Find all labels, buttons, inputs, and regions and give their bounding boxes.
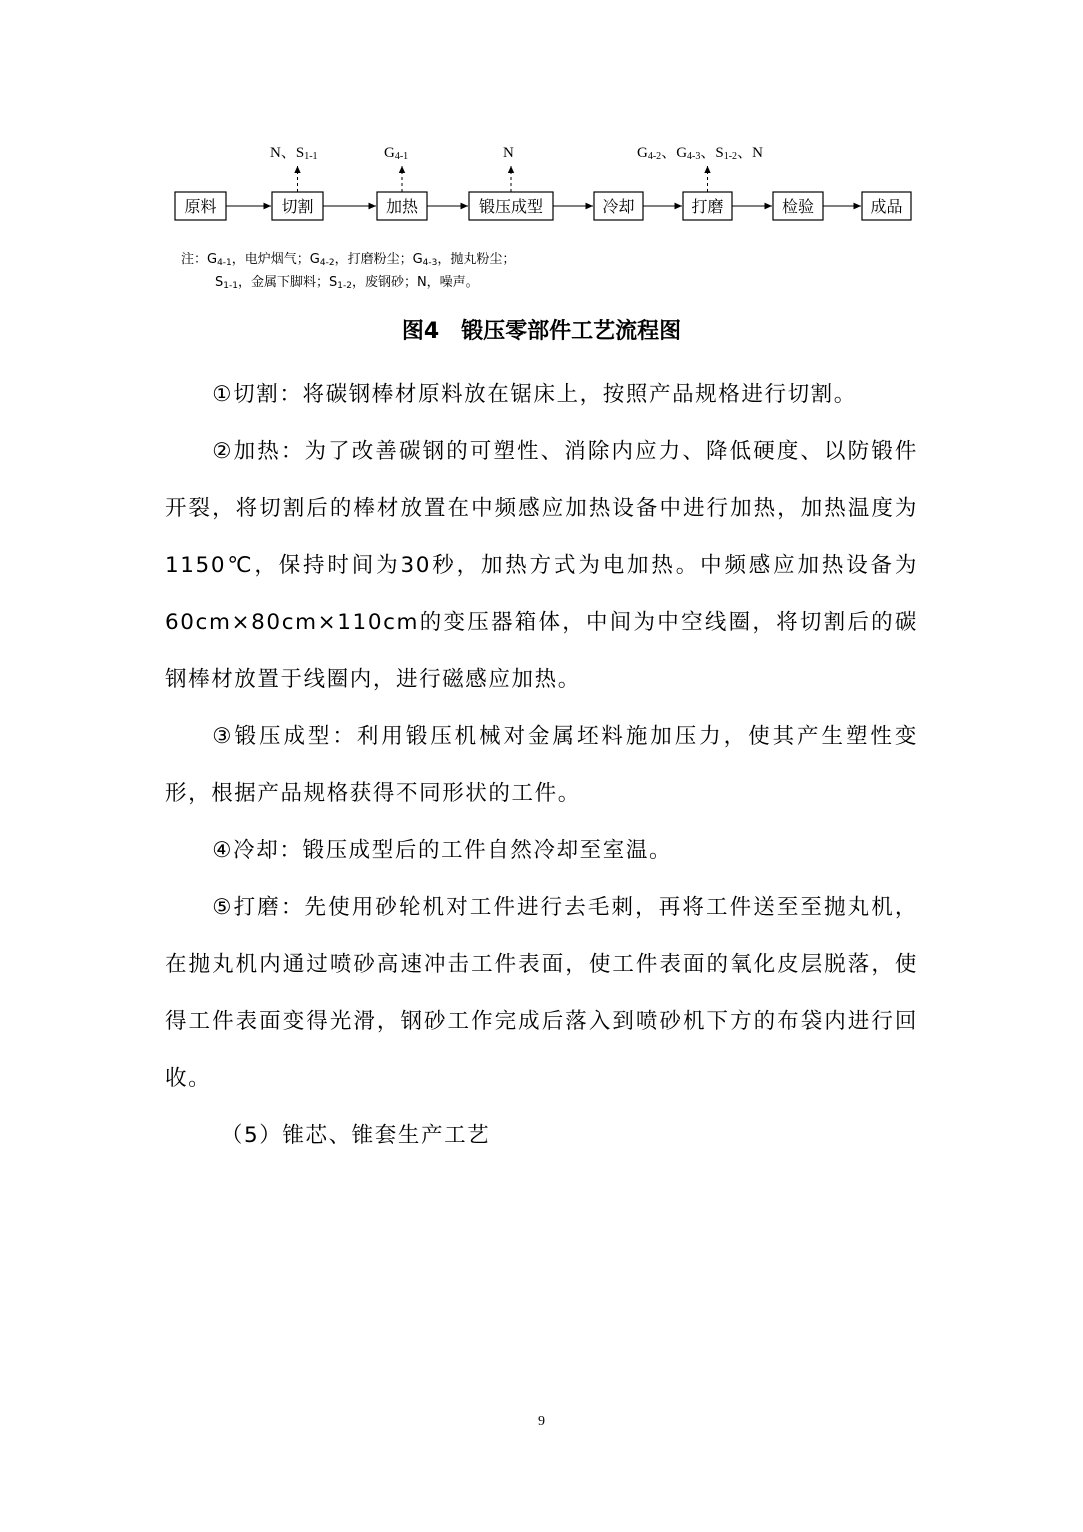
page-number: 9 xyxy=(538,1414,545,1429)
svg-text:锻压成型: 锻压成型 xyxy=(478,197,544,216)
svg-text:成品: 成品 xyxy=(870,197,903,216)
emission-label-heat: G4-1 xyxy=(384,145,409,162)
paragraph-heating: ②加热：为了改善碳钢的可塑性、消除内应力、降低硬度、以防锻件开裂，将切割后的棒材放置在中频感应加热设备中进行加热，加热温度为1150℃，保持时间为30秒，加热方式为电加热。中频感应加热设备为60cm×80cm×110cm的变压器箱体，中间为中空线圈，将切割后的碳钢棒材放置于线圈内，进行磁感应加热。 xyxy=(165,439,918,692)
emission-arrows xyxy=(298,166,708,192)
flow-step-cooling xyxy=(594,192,643,220)
flow-step-inspection xyxy=(773,192,823,220)
emission-label-forge: N xyxy=(503,145,514,161)
flow-step-finished-product xyxy=(862,192,911,220)
flow-step-grinding xyxy=(683,192,732,220)
paragraph-forging: ③锻压成型：利用锻压机械对金属坯料施加压力，使其产生塑性变形，根据产品规格获得不同形状的工件。 xyxy=(165,724,918,806)
process-flowchart xyxy=(0,0,1083,240)
body-text xyxy=(165,366,918,1164)
note-line-1: 注：$G_{4-1}$，电炉烟气；$G_{4-2}$，打磨粉尘；$G_{4-3}$，抛丸粉尘； xyxy=(181,252,516,268)
svg-text:打磨: 打磨 xyxy=(691,197,724,216)
note-line-2: $S_{1-1}$，金属下脚料；$S_{1-2}$，废钢砂；N，噪声。 xyxy=(215,275,479,291)
svg-text:加热: 加热 xyxy=(385,197,419,216)
emission-label-cut: N、S1-1 xyxy=(270,145,318,162)
flow-step-heating xyxy=(377,192,427,220)
flowchart-note xyxy=(181,250,515,296)
flow-step-raw-material xyxy=(175,192,226,220)
svg-text:冷却: 冷却 xyxy=(602,197,635,216)
paragraph-cutting: ①切割：将碳钢棒材原料放在锯床上，按照产品规格进行切割。 xyxy=(212,382,857,407)
paragraph-cooling: ④冷却：锻压成型后的工件自然冷却至室温。 xyxy=(212,838,673,863)
svg-text:原料: 原料 xyxy=(184,197,217,216)
flow-step-forging xyxy=(469,192,553,220)
svg-text:检验: 检验 xyxy=(781,197,815,216)
figure-title: 图4 锻压零部件工艺流程图 xyxy=(401,319,682,344)
emission-label-grind: G4-2、G4-3、S1-2、N xyxy=(637,145,763,162)
paragraph-grinding: ⑤打磨：先使用砂轮机对工件进行去毛刺，再将工件送至至抛丸机，在抛丸机内通过喷砂高速冲击工件表面，使工件表面的氧化皮层脱落，使得工件表面变得光滑，钢砂工作完成后落入到喷砂机下方的布袋内进行回收。 xyxy=(165,895,918,1091)
svg-text:切割: 切割 xyxy=(281,197,314,216)
section-heading: （5）锥芯、锥套生产工艺 xyxy=(220,1123,491,1148)
flow-step-cutting xyxy=(272,192,323,220)
